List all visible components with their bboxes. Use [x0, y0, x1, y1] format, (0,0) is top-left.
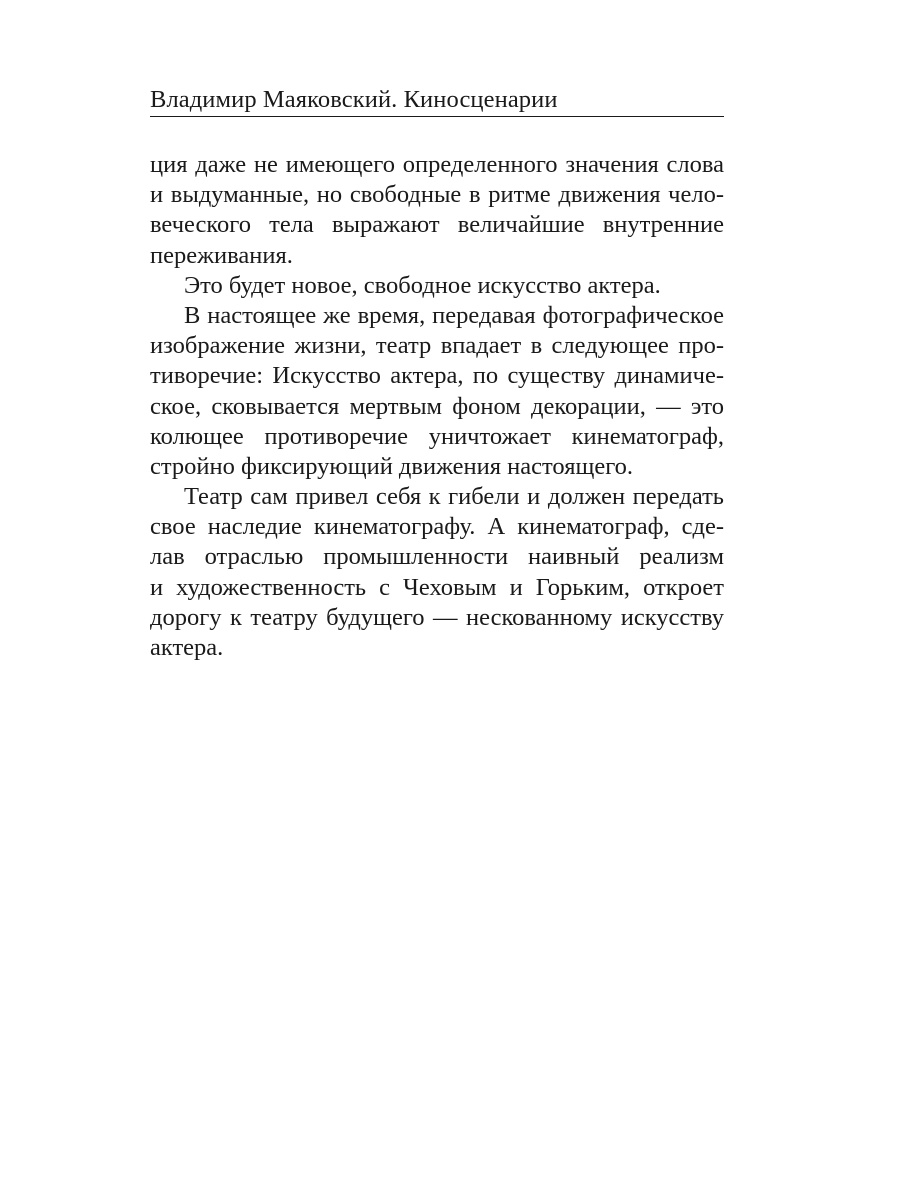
- body-text: [150, 150, 724, 663]
- text-line: тиворечие: Искусство актера, по существу динамиче-: [150, 362, 724, 390]
- text-line: изображение жизни, театр впадает в следующее про-: [150, 332, 724, 360]
- text-line: переживания.: [150, 241, 293, 269]
- text-line: и выдуманные, но свободные в ритме движения чело-: [150, 181, 724, 209]
- text-line: веческого тела выражают величайшие внутренние: [150, 211, 724, 239]
- text-line: стройно фиксирующий движения настоящего.: [150, 452, 634, 480]
- running-header: Владимир Маяковский. Киносценарии: [150, 86, 558, 113]
- text-line: колющее противоречие уничтожает кинематограф,: [150, 422, 724, 450]
- paragraph-first-line: В настоящее же время, передавая фотографическое: [184, 301, 724, 329]
- text-line: актера.: [150, 634, 224, 661]
- paragraph-first-line: Театр сам привел себя к гибели и должен передать: [184, 483, 724, 511]
- text-line: дорогу к театру будущего — нескованному искусству: [150, 603, 724, 631]
- text-line: свое наследие кинематографу. А кинематограф, сде-: [150, 513, 724, 541]
- text-line: и художественность с Чеховым и Горьким, откроет: [150, 573, 724, 601]
- text-line: ское, сковывается мертвым фоном декорации, — это: [150, 392, 724, 420]
- text-line: ция даже не имеющего определенного значения слова: [150, 151, 724, 178]
- text-line: лав отраслью промышленности наивный реализм: [150, 543, 724, 571]
- paragraph-first-line: Это будет новое, свободное искусство актера.: [184, 271, 661, 299]
- header-rule: [150, 116, 724, 117]
